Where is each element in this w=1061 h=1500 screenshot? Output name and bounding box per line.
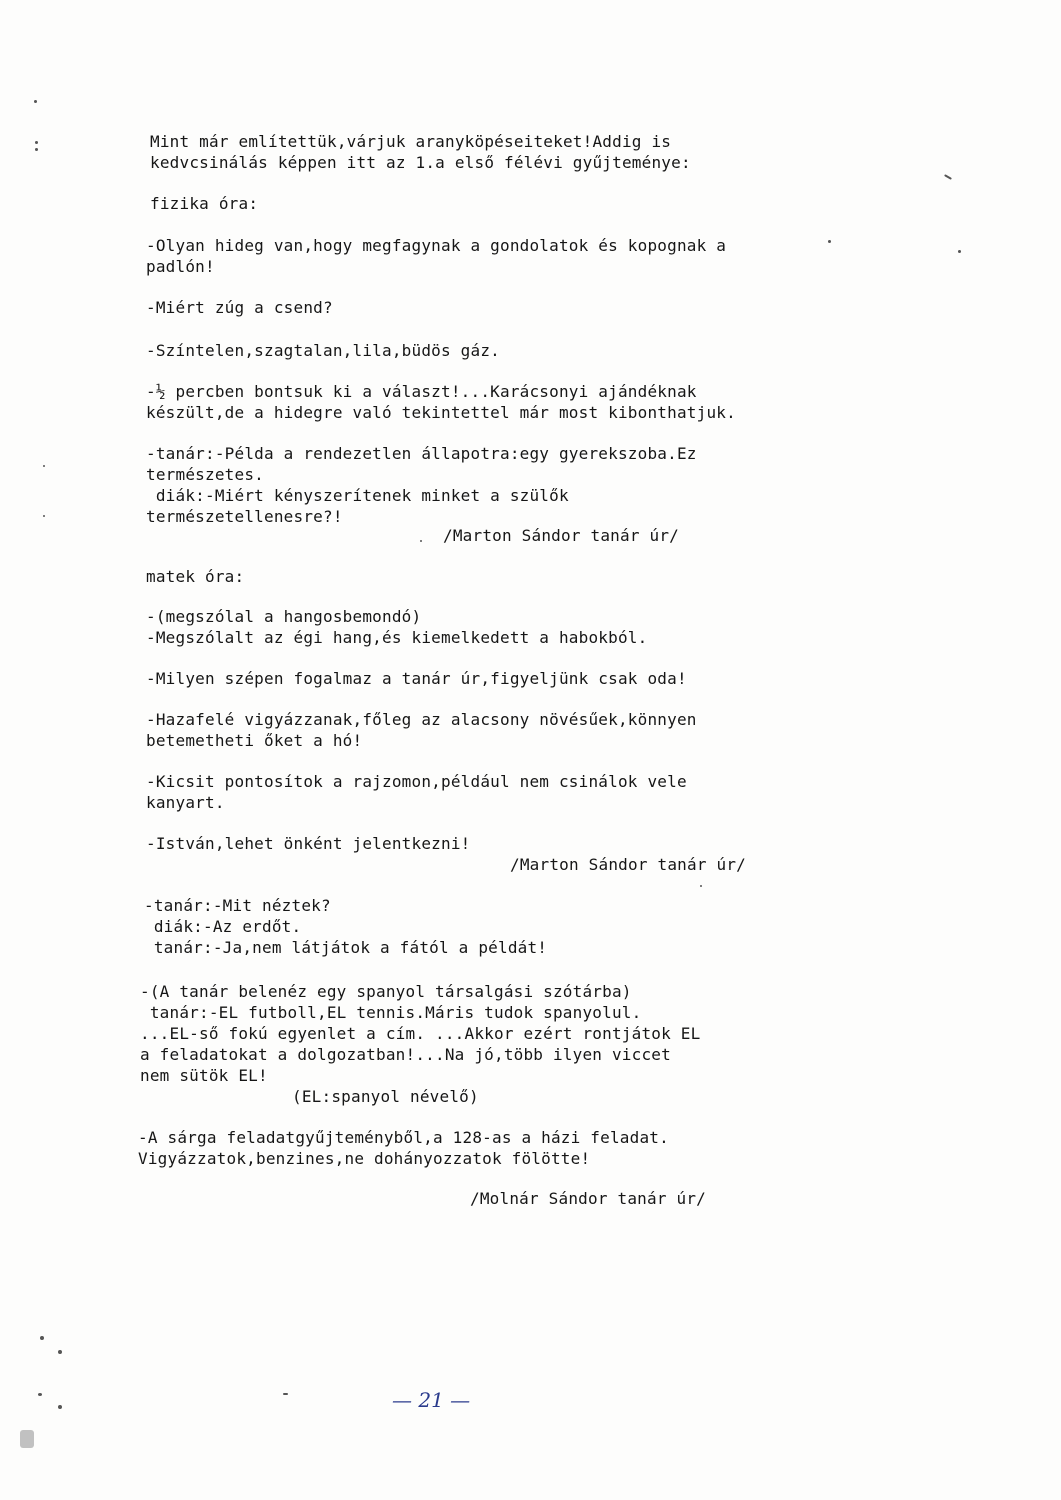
misc-dialog-2-line-2: tanár:-EL futboll,EL tennis.Máris tudok spanyolul. [140, 1003, 642, 1022]
scan-speck [38, 1393, 42, 1396]
scan-speck [43, 515, 45, 517]
misc-dialog-1-line-2: diák:-Az erdőt. [144, 917, 302, 936]
page-number: — 21 — [392, 1388, 471, 1412]
scan-speck [35, 141, 38, 144]
math-quote-3-line-2: betemetheti őket a hó! [146, 731, 363, 750]
misc-quote-3-line-2: Vigyázzatok,benzines,ne dohányozzatok fölötte! [138, 1149, 591, 1168]
intro-line-2: kedvcsinálás képpen itt az 1.a első félévi gyűjteménye: [150, 153, 691, 172]
misc-dialog-2-line-1: -(A tanár belenéz egy spanyol társalgási szótárba) [140, 982, 632, 1001]
math-quote-4-line-2: kanyart. [146, 793, 225, 812]
scan-speck [828, 240, 831, 243]
scan-speck [58, 1350, 62, 1354]
math-quote-2: -Milyen szépen fogalmaz a tanár úr,figyeljünk csak oda! [146, 669, 687, 688]
physics-signature: /Marton Sándor tanár úr/ [443, 526, 679, 545]
physics-quote-4-line-2: készült,de a hidegre való tekintettel már most kibonthatjuk. [146, 403, 736, 422]
physics-quote-1-line-2: padlón! [146, 257, 215, 276]
scan-speck [283, 1393, 288, 1395]
math-quote-3-line-1: -Hazafelé vigyázzanak,főleg az alacsony növésűek,könnyen [146, 710, 697, 729]
math-quote-4-line-1: -Kicsit pontosítok a rajzomon,például nem csinálok vele [146, 772, 687, 791]
scan-speck [944, 174, 952, 180]
physics-quote-3: -Színtelen,szagtalan,lila,büdös gáz. [146, 341, 500, 360]
math-quote-5: -István,lehet önként jelentkezni! [146, 834, 471, 853]
math-signature: /Marton Sándor tanár úr/ [510, 855, 746, 874]
scan-speck [34, 100, 37, 103]
scan-smudge [20, 1430, 34, 1448]
misc-quote-3-line-1: -A sárga feladatgyűjteményből,a 128-as a házi feladat. [138, 1128, 669, 1147]
physics-quote-5-line-1: -tanár:-Példa a rendezetlen állapotra:egy gyerekszoba.Ez [146, 444, 697, 463]
math-quote-1-line-1: -(megszólal a hangosbemondó) [146, 607, 422, 626]
misc-dialog-2-line-5: nem sütök EL! [140, 1066, 268, 1085]
physics-quote-4-line-1: -½ percben bontsuk ki a választ!...Karácsonyi ajándéknak [146, 382, 697, 401]
misc-dialog-2-line-4: a feladatokat a dolgozatban!...Na jó,több ilyen viccet [140, 1045, 671, 1064]
math-quote-1-line-2: -Megszólalt az égi hang,és kiemelkedett a habokból. [146, 628, 648, 647]
scan-speck [958, 250, 961, 253]
scan-speck [40, 1336, 44, 1340]
misc-dialog-2-line-3: ...EL-ső fokú egyenlet a cím. ...Akkor ezért rontjátok EL [140, 1024, 701, 1043]
misc-dialog-2-note: (EL:spanyol névelő) [292, 1087, 479, 1106]
physics-heading: fizika óra: [150, 194, 259, 213]
scan-speck [58, 1405, 62, 1409]
physics-quote-5-line-2: természetes. [146, 465, 264, 484]
misc-dialog-1-line-3: tanár:-Ja,nem látjátok a fától a példát! [144, 938, 548, 957]
physics-quote-5-line-3: diák:-Miért kényszerítenek minket a szülők [146, 486, 569, 505]
physics-quote-1-line-1: -Olyan hideg van,hogy megfagynak a gondolatok és kopognak a [146, 236, 727, 255]
scan-speck [43, 465, 45, 467]
physics-quote-2: -Miért zúg a csend? [146, 298, 333, 317]
scan-speck [35, 148, 38, 151]
math-heading: matek óra: [146, 567, 245, 586]
intro-line-1: Mint már említettük,várjuk aranyköpéseiteket!Addig is [150, 132, 672, 151]
scan-speck [700, 885, 702, 887]
misc-dialog-1-line-1: -tanár:-Mit néztek? [144, 896, 331, 915]
physics-quote-5-line-4: természetellenesre?! [146, 507, 343, 526]
scan-speck [420, 540, 422, 542]
misc-signature: /Molnár Sándor tanár úr/ [470, 1189, 706, 1208]
